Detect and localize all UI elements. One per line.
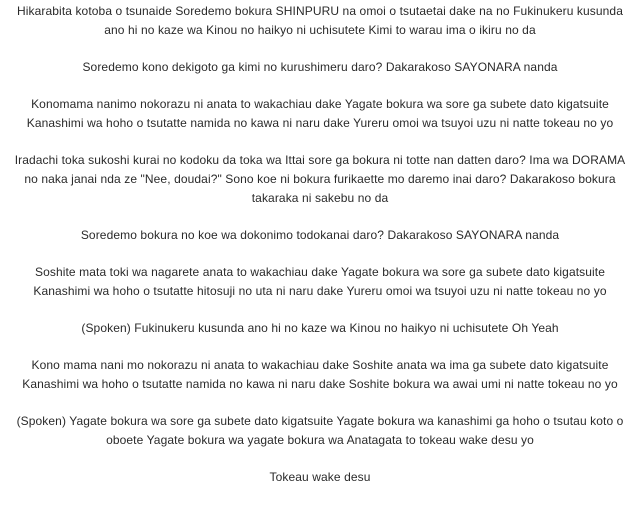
lyrics-stanza — [6, 412, 634, 450]
lyrics-stanza — [6, 226, 634, 245]
lyrics-stanza — [6, 151, 634, 208]
lyrics-line: (Spoken) Fukinukeru kusunda ano hi no kaze wa Kinou no haikyo ni uchisutete Oh Yeah — [81, 321, 559, 335]
lyrics-line: Kanashimi wa hoho o tsutatte hitosuji no uta ni naru dake Yureru omoi wa tsuyoi uzu ni natte tokeau no yo — [33, 284, 607, 298]
lyrics-line: Kono mama nani mo nokorazu ni anata to wakachiau dake Soshite anata wa ima ga subete dato kigatsuite — [31, 358, 609, 372]
lyrics-stanza — [6, 95, 634, 133]
lyrics-line: Konomama nanimo nokorazu ni anata to wakachiau dake Yagate bokura wa sore ga subete dato kigatsuite — [31, 97, 609, 111]
lyrics-stanza — [6, 263, 634, 301]
lyrics-stanza — [6, 58, 634, 77]
lyrics-line: Soredemo bokura no koe wa dokonimo todokanai daro? Dakarakoso SAYONARA nanda — [80, 228, 560, 242]
lyrics-stanza — [6, 2, 634, 40]
lyrics-stanza — [6, 356, 634, 394]
lyrics-line: Iradachi toka sukoshi kurai no kodoku da toka wa Ittai sore ga bokura ni totte nan datten daro? Ima wa DORAMA — [14, 153, 626, 167]
lyrics-line: no naka janai nda ze "Nee, doudai?" Sono koe ni bokura furikaette mo daremo inai daro? Dakarakoso bokura — [24, 172, 616, 186]
lyrics-stanza — [6, 319, 634, 338]
lyrics-line: ano hi no kaze wa Kinou no haikyo ni uchisutete Kimi to warau ima o ikiru no da — [104, 23, 536, 37]
lyrics-line: Kanashimi wa hoho o tsutatte namida no kawa ni naru dake Soshite bokura wa awai umi ni natte tokeau no yo — [22, 377, 618, 391]
lyrics-line: Tokeau wake desu — [269, 470, 371, 484]
lyrics-line: oboete Yagate bokura wa yagate bokura wa Anatagata to tokeau wake desu yo — [106, 433, 534, 447]
lyrics-line: Kanashimi wa hoho o tsutatte namida no kawa ni naru dake Yureru omoi wa tsuyoi uzu ni natte tokeau no yo — [26, 116, 614, 130]
lyrics-line: Soredemo kono dekigoto ga kimi no kurushimeru daro? Dakarakoso SAYONARA nanda — [82, 60, 558, 74]
lyrics-line: takaraka ni sakebu no da — [251, 191, 389, 205]
lyrics-line: Soshite mata toki wa nagarete anata to wakachiau dake Yagate bokura wa sore ga subete dato kigatsuite — [34, 265, 606, 279]
lyrics-line: (Spoken) Yagate bokura wa sore ga subete dato kigatsuite Yagate bokura wa kanashimi ga hoho o tsutau koto o — [16, 414, 624, 428]
lyrics-line: Hikarabita kotoba o tsunaide Soredemo bokura SHINPURU na omoi o tsutaetai dake na no Fukinukeru kusunda — [17, 4, 623, 18]
lyrics-stanza — [6, 468, 634, 487]
